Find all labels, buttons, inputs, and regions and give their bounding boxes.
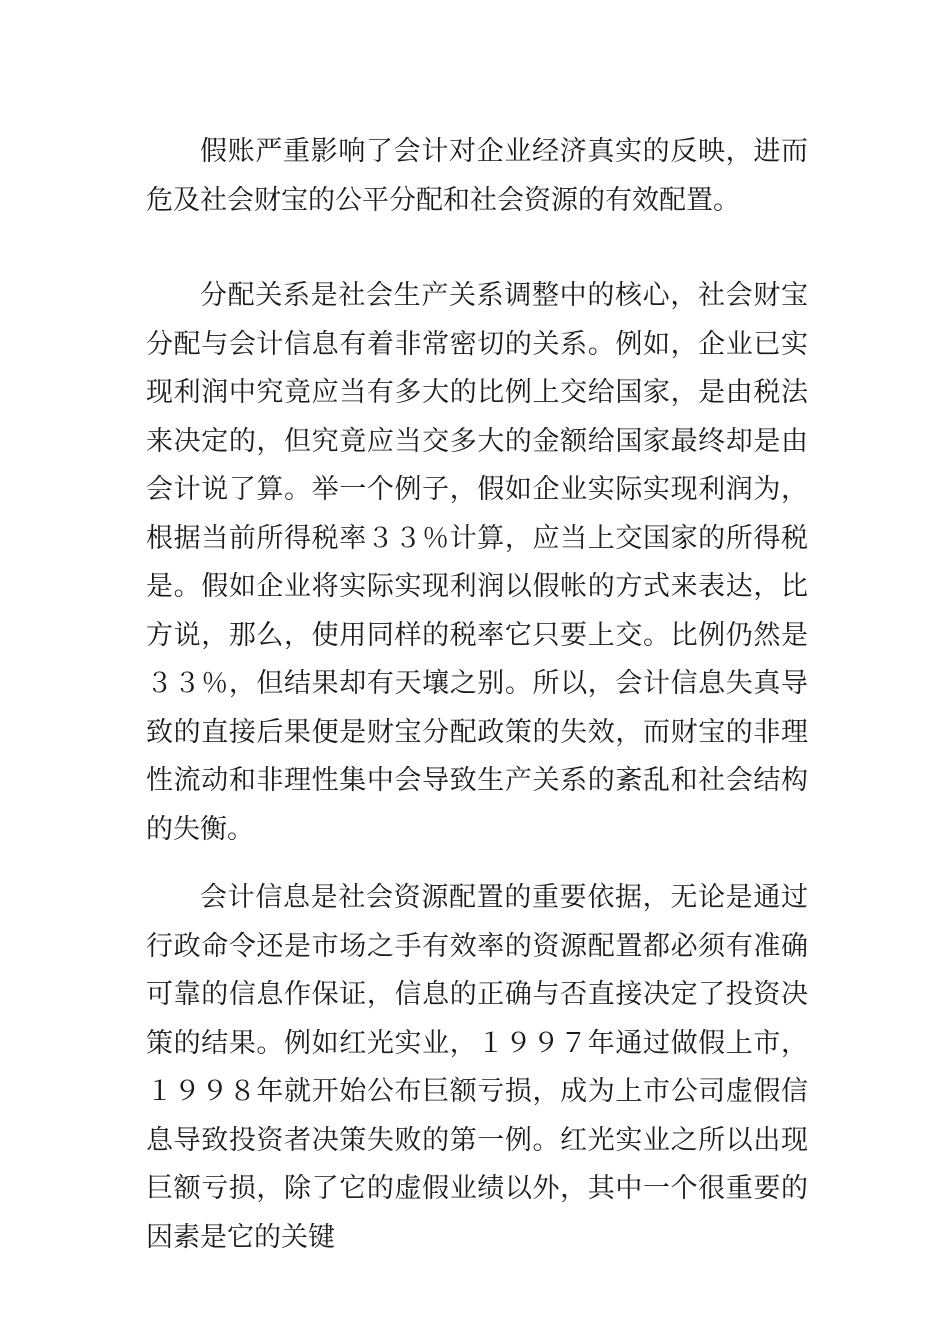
paragraph-resource-allocation: 会计信息是社会资源配置的重要依据，无论是通过行政命令还是市场之手有效率的资源配置都必须有准确可靠的信息作保证，信息的正确与否直接决定了投资决策的结果。例如红光实业，１９９７年通过做假上市，１９９８年就开始公布巨额亏损，成为上市公司虚假信息导致投资者决策失败的第一例。红光实业之所以出现巨额亏损，除了它的虚假业绩以外，其中一个很重要的因素是它的关键 <box>146 882 808 1253</box>
paragraph-wealth-distribution: 分配关系是社会生产关系调整中的核心，社会财宝分配与会计信息有着非常密切的关系。例如，企业已实现利润中究竟应当有多大的比例上交给国家，是由税法来决定的，但究竟应当交多大的金额给国家最终却是由会计说了算。举一个例子，假如企业实际实现利润为，根据当前所得税率３３％计算，应当上交国家的所得税是。假如企业将实际实现利润以假帐的方式来表达，比方说，那么，使用同样的税率它只要上交。比例仍然是３３％，但结果却有天壤之别。所以，会计信息失真导致的直接后果便是财宝分配政策的失效，而财宝的非理性流动和非理性集中会导致生产关系的紊乱和社会结构的失衡。 <box>146 280 808 845</box>
paragraph-false-accounts-impact: 假账严重影响了会计对企业经济真实的反映，进而危及社会财宝的公平分配和社会资源的有效配置。 <box>146 136 808 216</box>
